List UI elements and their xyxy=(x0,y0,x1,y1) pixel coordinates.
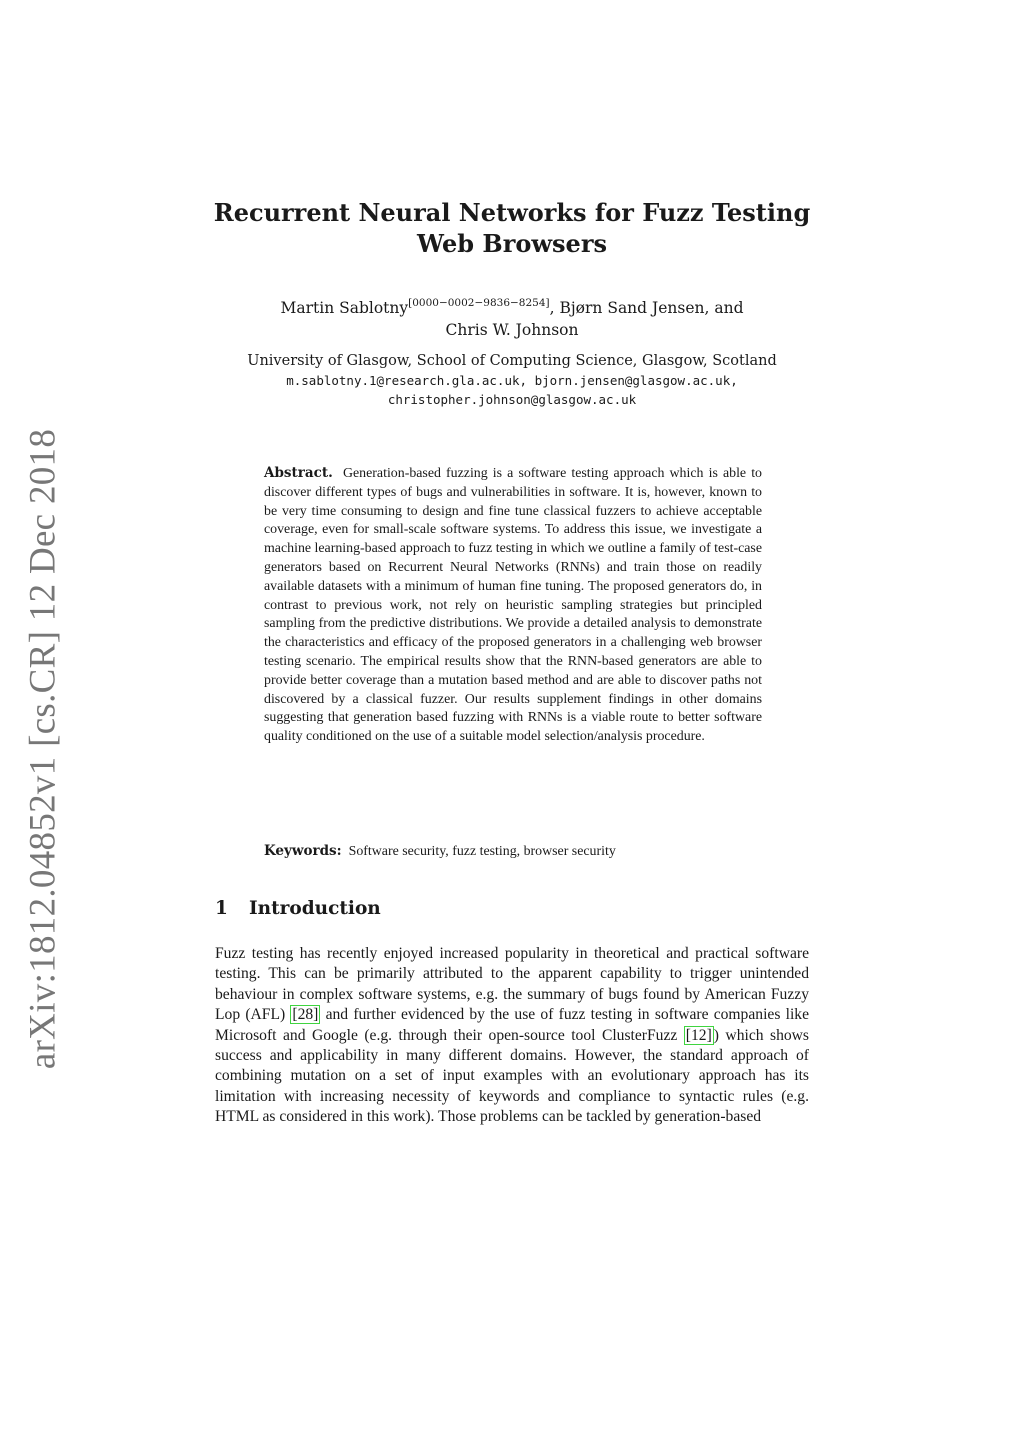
intro-text-2: and further evidenced by the use of fuzz testing in software companies like Microsoft and Google (e.g. through their open-source tool ClusterFuzz xyxy=(215,1006,809,1044)
abstract xyxy=(264,464,762,747)
section-heading xyxy=(215,898,381,919)
email-line-2: christopher.johnson@glasgow.ac.uk xyxy=(387,392,637,407)
citation-link[interactable]: [28] xyxy=(292,1006,319,1024)
section-number: 1 xyxy=(215,898,228,919)
arxiv-identifier: arXiv:1812.04852v1 [cs.CR] 12 Dec 2018 xyxy=(22,428,64,1070)
keywords-text: Software security, fuzz testing, browser security xyxy=(348,844,616,859)
author-list xyxy=(0,292,1024,341)
citation-link[interactable]: [12] xyxy=(685,1026,712,1044)
intro-text-3: ) which shows success and applicability in many different domains. However, the standard approach of combining mutation on a set of input examples with an evolutionary approach has its limitation with increasing necessity of keywords and compliance to syntactic rules (e.g. HTML as considered in this work). Those problems can be tackled by generation-based xyxy=(215,1026,810,1126)
email-line-1: m.sablotny.1@research.gla.ac.uk, bjorn.jensen@glasgow.ac.uk, xyxy=(286,373,738,388)
orcid-superscript: [0000−0002−9836−8254] xyxy=(408,297,550,309)
abstract-text: Generation-based fuzzing is a software testing approach which is able to discover different types of bugs and vulnerabilities in software. It is, however, known to be very time consuming to design and fine tune classical fuzzers to achieve acceptable coverage, even for small-scale software systems. To address this issue, we investigate a machine learning-based approach to fuzz testing in which we outline a family of test-case generators based on Recurrent Neural Networks (RNNs) and train those on readily available datasets with a minimum of human fine tuning. The proposed generators do, in contrast to previous work, not rely on heuristic sampling strategies but principled sampling from the predictive distributions. We provide a detailed analysis to demonstrate the characteristics and efficacy of the proposed generators in a challenging web browser testing scenario. The empirical results show that the RNN-based generators are able to provide better coverage than a mutation based method and are able to discover paths not discovered by a classical fuzzer. Our results supplement findings in other domains suggesting that generation based fuzzing with RNNs is a viable route to better software quality conditioned on the use of a suitable model selection/analysis procedure. xyxy=(264,466,762,745)
title-line-1: Recurrent Neural Networks for Fuzz Testing xyxy=(213,198,811,227)
section-title: Introduction xyxy=(249,898,381,919)
affiliation-block xyxy=(0,352,1024,409)
introduction-body xyxy=(215,944,809,1128)
paper-title xyxy=(0,197,1024,259)
abstract-label: Abstract. xyxy=(264,465,333,481)
author-first-name: Martin Sablotny xyxy=(280,299,409,317)
intro-text-1: Fuzz testing has recently enjoyed increased popularity in theoretical and practical software testing. This can be primarily attributed to the apparent capability to trigger unintended behaviour in complex software systems, e.g. the summary of bugs found by American Fuzzy Lop (AFL) xyxy=(215,945,809,1024)
title-line-2: Web Browsers xyxy=(417,229,607,258)
keywords-label: Keywords: xyxy=(264,843,342,859)
intro-paragraph xyxy=(215,944,809,1128)
keywords xyxy=(264,842,762,862)
institution: University of Glasgow, School of Computing Science, Glasgow, Scotland xyxy=(247,353,777,369)
author-line-1 xyxy=(0,292,1024,319)
author-line-2: Chris W. Johnson xyxy=(445,321,579,339)
author-line-1-rest: , Bjørn Sand Jensen, and xyxy=(549,299,744,317)
